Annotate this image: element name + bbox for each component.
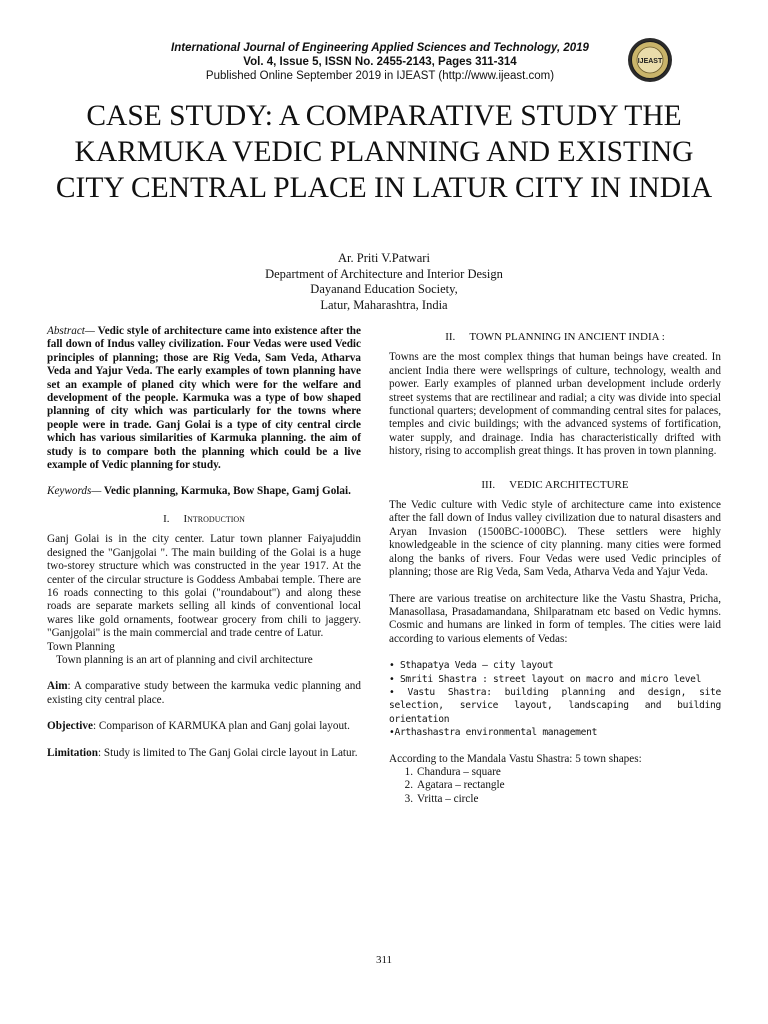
- paper-title: CASE STUDY: A COMPARATIVE STUDY THE KARMUKA VEDIC PLANNING AND EXISTING CITY CENTRAL PLACE IN LATUR CITY IN INDIA: [55, 100, 713, 204]
- aim-text: : A comparative study between the karmuka vedic planning and existing city central place.: [47, 680, 361, 706]
- author-block: [184, 251, 584, 313]
- logo-text: IJEAST: [637, 58, 663, 65]
- keywords-lead: Keywords—: [47, 485, 102, 498]
- section-heading-town-planning: [389, 331, 721, 344]
- town-planning-heading: Town Planning: [47, 640, 115, 653]
- page-number: 311: [375, 954, 393, 966]
- limitation-paragraph: [47, 747, 361, 760]
- list-item: 2. Agatara – rectangle: [404, 779, 505, 792]
- author-location: Latur, Maharashtra, India: [320, 297, 448, 312]
- section-title: TOWN PLANNING IN ANCIENT INDIA :: [469, 331, 665, 343]
- journal-published: Published Online September 2019 in IJEAST (http://www.ijeast.com): [205, 70, 555, 82]
- keywords: [47, 485, 361, 498]
- section-number: II.: [445, 331, 456, 343]
- section-number: I.: [163, 512, 170, 525]
- aim-label: Aim: [47, 680, 68, 693]
- section-number: III.: [481, 478, 496, 491]
- bullet-item: • Sthapatya Veda – city layout: [389, 660, 554, 672]
- town-shapes-list: [389, 766, 721, 806]
- vedic-paragraph-1: The Vedic culture with Vedic style of architecture came into existence after the fall down of Indus valley civilization due to natural disasters and Aryan Invasion (1500BC-1000BC). These settlers were highly knowledgeable in the science of city planning. many cities were formed along the banks of rivers. Four Vedas were used Vedic principles of planning; those are Rig Veda, Sam Veda, Atharva Veda and Yajur Veda.: [389, 499, 721, 579]
- author-department: Department of Architecture and Interior Design: [265, 266, 503, 281]
- bullet-item: • Smriti Shastra : street layout on macro and micro level: [389, 673, 702, 685]
- section-title: VEDIC ARCHITECTURE: [509, 478, 629, 491]
- list-item: 1. Chandura – square: [404, 765, 501, 778]
- bullet-item: •Arthashastra environmental management: [389, 727, 598, 739]
- limitation-label: Limitation: [47, 746, 98, 759]
- left-column: [47, 325, 361, 760]
- town-shapes-intro: According to the Mandala Vastu Shastra: 5 town shapes:: [389, 752, 642, 765]
- author-institution: Dayanand Education Society,: [310, 282, 458, 296]
- section-heading-vedic-architecture: [389, 479, 721, 492]
- intro-paragraph: Ganj Golai is in the city center. Latur town planner Faiyajuddin designed the "Ganjgolai ". The main building of the Golai is a huge two-storey structure which was constructed in the year 1917. At the center of the circular structure is Goddess Ambabai temple. There are 16 roads connecting to this golai ("roundabout") and along these roads are separate markets selling all kinds of conventional local wares like gold ornaments, footwear grocery from chili to jaggery. "Ganjgolai" is the main commercial and trade centre of Latur.: [47, 533, 361, 640]
- bullet-item: • Vastu Shastra: building planning and design, site selection, service layout, landscaping and building orientation: [389, 686, 721, 725]
- town-planning-text: Town planning is an art of planning and civil architecture: [56, 653, 313, 666]
- journal-header: [120, 41, 640, 83]
- journal-name: International Journal of Engineering Applied Sciences and Technology, 2019: [171, 42, 589, 54]
- section-title: Introduction: [183, 512, 245, 525]
- journal-volume: Vol. 4, Issue 5, ISSN No. 2455-2143, Pages 311-314: [243, 56, 517, 68]
- keywords-text: Vedic planning, Karmuka, Bow Shape, Gamj Golai.: [101, 485, 351, 498]
- aim-paragraph: [47, 680, 361, 707]
- town-planning-paragraph: Towns are the most complex things that human beings have created. In ancient India there were wellsprings of culture, technology, wealth and power. Early examples of planned urban development include orderly street systems that are rectilinear and radial; a city was divide into special functional quarters; development of commanding central sites for palaces, temples and civic buildings; with the advanced systems of fortification, water supply, and drainage. India has characteristically drifted with history, rising to accomplish great things. It has proven in town planning.: [389, 351, 721, 458]
- limitation-text: : Study is limited to The Ganj Golai circle layout in Latur.: [97, 746, 358, 759]
- abstract: [47, 325, 361, 472]
- author-name: Ar. Priti V.Patwari: [338, 251, 430, 265]
- objective-label: Objective: [47, 720, 93, 733]
- ijeast-logo: [627, 37, 673, 83]
- vedic-paragraph-2: There are various treatise on architecture like the Vastu Shastra, Pricha, Manasollasa, Prasadamandana, Shilparatnam etc based on Vedic hymns. Cosmic and humans are linked in form of temples. The cities were laid according to various elements of Vedas:: [389, 592, 721, 645]
- abstract-lead: Abstract—: [47, 325, 95, 337]
- list-item: 3. Vritta – circle: [404, 792, 479, 805]
- objective-paragraph: [47, 720, 361, 733]
- objective-text: : Comparison of KARMUKA plan and Ganj golai layout.: [92, 720, 350, 733]
- abstract-text: Vedic style of architecture came into existence after the fall down of Indus valley civilization. Four Vedas were used Vedic principles of planning; those are Rig Veda, Sam Veda, Atharva Veda and Yajur Veda. The early examples of town planning have set an example of planed city which were for the welfare and development of the people. Karmuka was a type of bow shaped planning of city which was particularly for the towns where people were in trade. Ganj Golai is a type of city central circle which has various similarities of Karmuka planning. the aim of study is to compare both the planning which could be a live example of Vedic planning for study.: [47, 325, 361, 472]
- section-heading-introduction: [47, 513, 361, 526]
- right-column: [389, 325, 721, 806]
